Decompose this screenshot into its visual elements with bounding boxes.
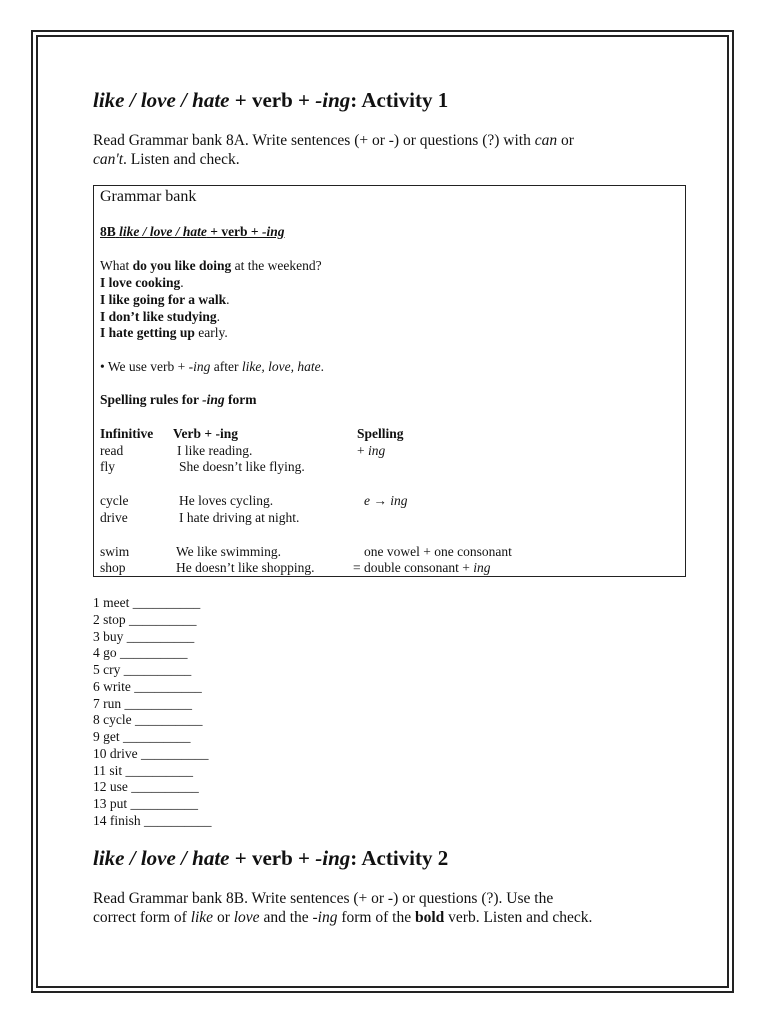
row-infinitive: shop <box>100 560 126 575</box>
example-question: What do you like doing at the weekend? <box>100 258 322 273</box>
row-infinitive: fly <box>100 459 115 474</box>
example-line: I love cooking. <box>100 275 184 290</box>
grammar-section-heading: 8B like / love / hate + verb + -ing <box>100 224 285 239</box>
header-infinitive: Infinitive <box>100 426 154 441</box>
row-example: I like reading. <box>177 443 253 458</box>
exercise-item[interactable]: 3 buy __________ <box>93 629 195 644</box>
exercise-item[interactable]: 13 put __________ <box>93 796 199 811</box>
row-example: I hate driving at night. <box>179 510 300 525</box>
exercise-item[interactable]: 5 cry __________ <box>93 662 192 677</box>
row-spelling-rule: = double consonant + ing <box>353 560 491 575</box>
row-spelling-rule: e → ing <box>364 493 408 508</box>
exercise-item[interactable]: 14 finish __________ <box>93 813 212 828</box>
row-example: He doesn’t like shopping. <box>176 560 315 575</box>
row-example: We like swimming. <box>176 544 282 559</box>
activity1-instructions: Read Grammar bank 8A. Write sentences (+ or -) or questions (?) with can or can't. Listen and check. <box>93 132 574 168</box>
row-example: She doesn’t like flying. <box>179 459 305 474</box>
row-infinitive: drive <box>100 510 128 525</box>
header-spelling: Spelling <box>357 426 404 441</box>
activity1-heading: like / love / hate + verb + -ing: Activity 1 <box>93 88 449 112</box>
exercise-item[interactable]: 1 meet __________ <box>93 595 201 610</box>
usage-rule: • We use verb + -ing after like, love, hate. <box>100 359 324 374</box>
exercise-item[interactable]: 11 sit __________ <box>93 763 194 778</box>
exercise-item[interactable]: 4 go __________ <box>93 645 188 660</box>
row-spelling-rule: + ing <box>357 443 386 458</box>
grammar-bank-box <box>93 185 686 577</box>
exercise-item[interactable]: 12 use __________ <box>93 779 199 794</box>
example-line: I don’t like studying. <box>100 309 221 324</box>
row-example: He loves cycling. <box>179 493 274 508</box>
row-infinitive: cycle <box>100 493 129 508</box>
exercise-item[interactable]: 2 stop __________ <box>93 612 197 627</box>
example-line: I hate getting up early. <box>100 325 228 340</box>
grammar-bank-title: Grammar bank <box>100 188 197 205</box>
activity2-heading: like / love / hate + verb + -ing: Activity 2 <box>93 846 449 870</box>
example-line: I like going for a walk. <box>100 292 230 307</box>
row-infinitive: read <box>100 443 124 458</box>
exercise-item[interactable]: 7 run __________ <box>93 696 192 711</box>
row-infinitive: swim <box>100 544 130 559</box>
row-spelling-rule: one vowel + one consonant <box>364 544 512 559</box>
spelling-rules-heading: Spelling rules for -ing form <box>100 392 257 407</box>
exercise-item[interactable]: 6 write __________ <box>93 679 202 694</box>
header-verb-ing: Verb + -ing <box>173 426 238 441</box>
exercise-item[interactable]: 9 get __________ <box>93 729 191 744</box>
activity2-instructions: Read Grammar bank 8B. Write sentences (+ or -) or questions (?). Use the correct form of like or love and the -ing form of the bold verb. Listen and check. <box>93 890 593 926</box>
exercise-item[interactable]: 10 drive __________ <box>93 746 209 761</box>
exercise-item[interactable]: 8 cycle __________ <box>93 712 203 727</box>
